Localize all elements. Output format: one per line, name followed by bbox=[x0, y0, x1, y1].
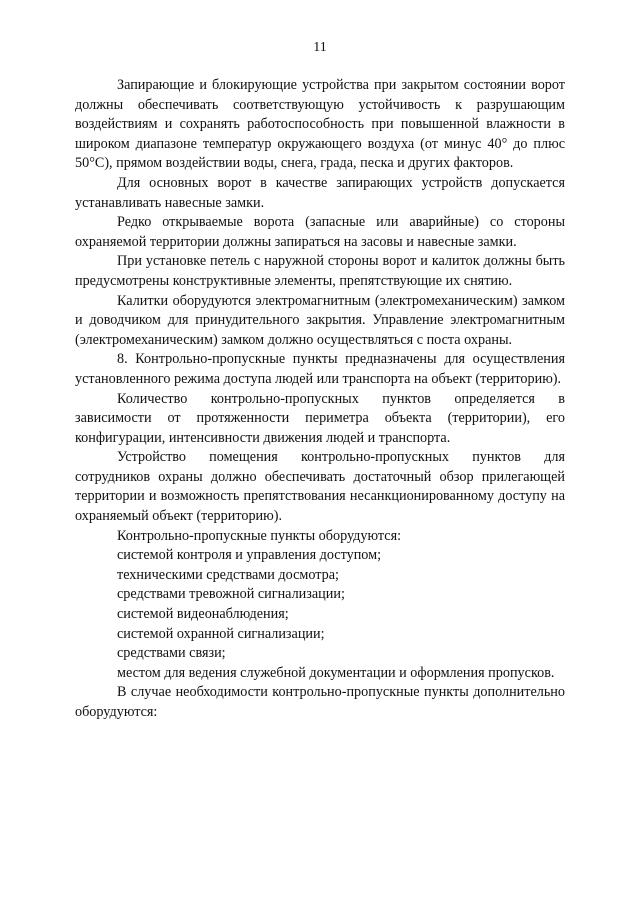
list-item-alarm: средствами тревожной сигнализации; bbox=[117, 586, 345, 603]
paragraph-equipment-intro: Контрольно-пропускные пункты оборудуются: bbox=[117, 527, 402, 544]
paragraph-locking-devices: Запирающие и блокирующие устройства при закрытом состоянии ворот должны обеспечивать соответствующую устойчивость к разрушающим воздействиям и сохранять работоспособность при повышенной влажности в широком диапазоне температур окружающего воздуха (от минус 40° до плюс 50°С), прямом воздействии воды, снега, града, песка и других факторов. bbox=[75, 77, 565, 172]
paragraph-wickets: Калитки оборудуются электромагнитным (электромеханическим) замком и доводчиком для принудительного закрытия. Управление электромагнитным (электромеханическим) замком должно осуществляться с поста охраны. bbox=[75, 292, 565, 348]
list-item-communication: средствами связи; bbox=[117, 645, 226, 662]
paragraph-rare-gates: Редко открываемые ворота (запасные или аварийные) со стороны охраняемой территории должны запираться на засовы и навесные замки. bbox=[75, 214, 565, 250]
list-item-access-control: системой контроля и управления доступом; bbox=[117, 547, 382, 564]
paragraph-hinges: При установке петель с наружной стороны ворот и калиток должны быть предусмотрены конструктивные элементы, препятствующие их снятию. bbox=[75, 253, 565, 289]
list-item-inspection: техническими средствами досмотра; bbox=[117, 566, 339, 583]
paragraph-checkpoint-room: Устройство помещения контрольно-пропускных пунктов для сотрудников охраны должно обеспечивать достаточный обзор прилегающей территории и возможность препятствования несанкционированному доступу на охраняемый объект (территорию). bbox=[75, 449, 565, 525]
page-number: 11 bbox=[313, 40, 327, 55]
paragraph-checkpoints-count: Количество контрольно-пропускных пунктов определяется в зависимости от протяженности периметра объекта (территории), его конфигурации, интенсивности движения людей и транспорта. bbox=[75, 390, 565, 446]
paragraph-additional-equipment: В случае необходимости контрольно-пропускные пункты дополнительно оборудуются: bbox=[75, 684, 565, 720]
document-body bbox=[75, 76, 565, 723]
paragraph-padlocks: Для основных ворот в качестве запирающих устройств допускается устанавливать навесные замки. bbox=[75, 174, 565, 211]
list-item-video: системой видеонаблюдения; bbox=[117, 606, 289, 623]
list-item-security-alarm: системой охранной сигнализации; bbox=[117, 625, 325, 642]
paragraph-checkpoints-purpose: 8. Контрольно-пропускные пункты предназначены для осуществления установленного режима доступа людей или транспорта на объект (территорию). bbox=[75, 351, 565, 387]
list-item-documentation: местом для ведения служебной документации и оформления пропусков. bbox=[117, 664, 555, 681]
